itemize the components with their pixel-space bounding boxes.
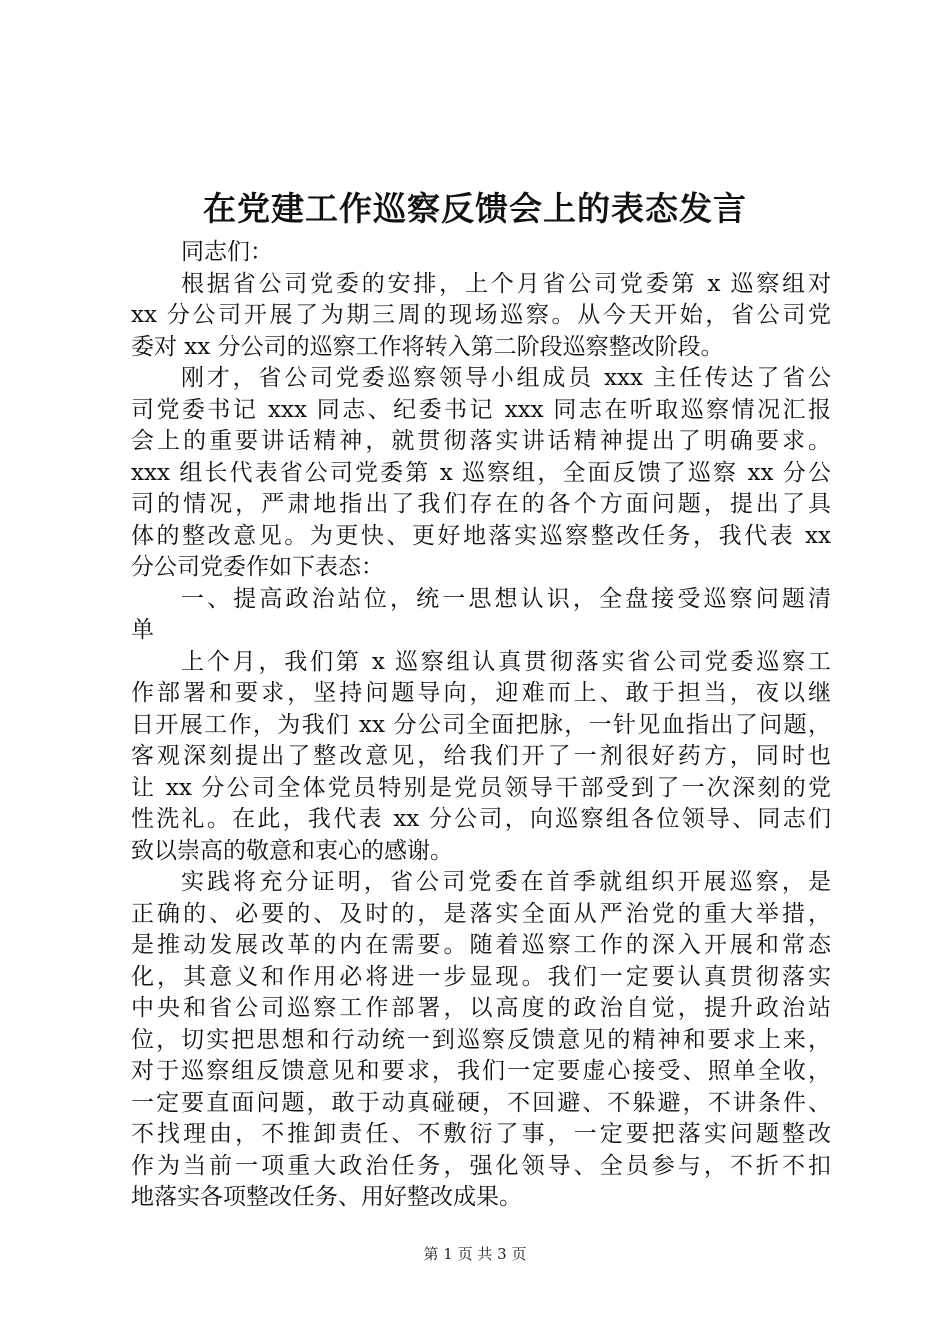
paragraph-line: 作部署和要求，坚持问题导向，迎难而上、敢于担当，夜以继 [131,680,831,706]
paragraph-line: 实践将充分证明，省公司党委在首季就组织开展巡察，是 [181,869,831,895]
paragraph-line: 位，切实把思想和行动统一到巡察反馈意见的精神和要求上来， [131,1026,831,1053]
paragraph-line: 司的情况，严肃地指出了我们存在的各个方面问题，提出了具 [131,491,831,517]
paragraph-line: 客观深刻提出了整改意见，给我们开了一剂很好药方，同时也 [131,743,831,769]
paragraph-line: 根据省公司党委的安排，上个月省公司党委第 x 巡察组对 [181,270,831,297]
page-number-footer: 第 1 页 共 3 页 [423,1245,527,1263]
section-heading-line: 单 [131,617,154,643]
paragraph-line: 委对 xx 分公司的巡察工作将转入第二阶段巡察整改阶段。 [131,333,724,360]
document-body [131,237,831,1214]
document-title: 在党建工作巡察反馈会上的表态发言 [203,189,747,228]
paragraph-line: 会上的重要讲话精神，就贯彻落实讲话精神提出了明确要求。 [131,428,831,454]
paragraph-line: 中央和省公司巡察工作部署，以高度的政治自觉，提升政治站 [131,995,831,1021]
paragraph-line: xxx 组长代表省公司党委第 x 巡察组，全面反馈了巡察 xx 分公 [131,459,831,486]
paragraph-line: 刚才，省公司党委巡察领导小组成员 xxx 主任传达了省公 [181,365,831,391]
salutation-line: 同志们： [181,239,273,265]
paragraph-line: xx 分公司开展了为期三周的现场巡察。从今天开始，省公司党 [131,302,831,328]
paragraph-line: 一定要直面问题，敢于动真碰硬，不回避、不躲避，不讲条件、 [131,1089,831,1116]
paragraph-line: 不找理由，不推卸责任、不敷衍了事，一定要把落实问题整改 [131,1121,831,1147]
paragraph-line: 日开展工作，为我们 xx 分公司全面把脉，一针见血指出了问题， [131,711,831,738]
paragraph-line: 地落实各项整改任务、用好整改成果。 [131,1184,522,1210]
paragraph-line: 作为当前一项重大政治任务，强化领导、全员参与，不折不扣 [131,1152,831,1179]
paragraph-line: 分公司党委作如下表态： [131,554,384,580]
paragraph-line: 性洗礼。在此，我代表 xx 分公司，向巡察组各位领导、同志们 [131,806,831,832]
paragraph-line: 是推动发展改革的内在需要。随着巡察工作的深入开展和常态 [131,932,831,958]
paragraph-line: 正确的、必要的、及时的，是落实全面从严治党的重大举措， [131,900,831,927]
paragraph-line: 对于巡察组反馈意见和要求，我们一定要虚心接受、照单全收， [131,1058,831,1084]
paragraph-line: 化，其意义和作用必将进一步显现。我们一定要认真贯彻落实 [131,963,831,990]
paragraph-line: 致以崇高的敬意和衷心的感谢。 [131,837,453,864]
paragraph-line: 让 xx 分公司全体党员特别是党员领导干部受到了一次深刻的党 [131,774,831,801]
paragraph-line: 司党委书记 xxx 同志、纪委书记 xxx 同志在听取巡察情况汇报 [131,396,831,423]
paragraph-line: 上个月，我们第 x 巡察组认真贯彻落实省公司党委巡察工 [181,648,831,675]
section-heading-line: 一、提高政治站位，统一思想认识，全盘接受巡察问题清 [181,585,831,612]
paragraph-line: 体的整改意见。为更快、更好地落实巡察整改任务，我代表 xx [131,522,831,549]
